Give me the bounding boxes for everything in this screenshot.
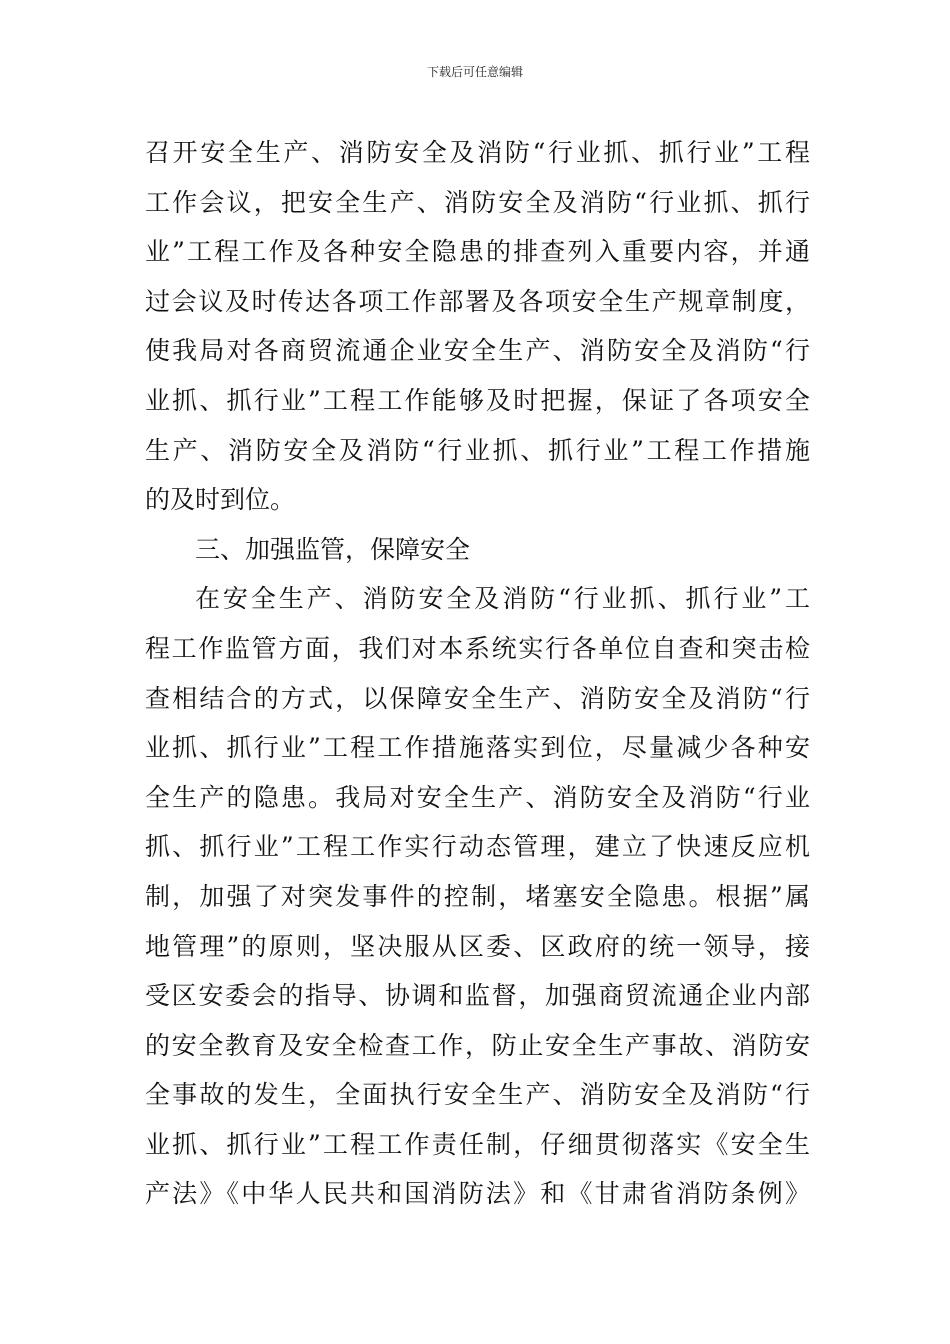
text-line: 制，加强了对突发事件的控制，堵塞安全隐患。根据”属 <box>145 881 810 911</box>
text-line: 受区安委会的指导、协调和监督，加强商贸流通企业内部 <box>145 981 810 1011</box>
text-line: 生产、消防安全及消防“行业抓、抓行业”工程工作措施 <box>145 435 810 465</box>
text-line: 全生产的隐患。我局对安全生产、消防安全及消防“行业 <box>145 782 810 812</box>
text-line: 在安全生产、消防安全及消防“行业抓、抓行业”工 <box>195 584 810 614</box>
text-line: 三、加强监管，保障安全 <box>195 534 471 564</box>
text-line: 程工作监管方面，我们对本系统实行各单位自查和突击检 <box>145 633 810 663</box>
document-body <box>145 128 810 1219</box>
text-line: 使我局对各商贸流通企业安全生产、消防安全及消防“行 <box>145 336 810 366</box>
text-line: 地管理”的原则，坚决服从区委、区政府的统一领导，接 <box>145 931 810 961</box>
text-line: 业抓、抓行业”工程工作责任制，仔细贯彻落实《安全生 <box>145 1129 810 1159</box>
text-line: 的安全教育及安全检查工作，防止安全生产事故、消防安 <box>145 1030 810 1060</box>
page-header: 下载后可任意编辑 <box>426 65 523 79</box>
text-line: 业抓、抓行业”工程工作措施落实到位，尽量减少各种安 <box>145 733 810 763</box>
text-line: 的及时到位。 <box>145 485 296 515</box>
text-line: 查相结合的方式，以保障安全生产、消防安全及消防“行 <box>145 683 810 713</box>
text-line: 业”工程工作及各种安全隐患的排查列入重要内容，并通 <box>145 237 810 267</box>
text-line: 产法》《中华人民共和国消防法》和《甘肃省消防条例》 <box>145 1179 810 1209</box>
text-line: 业抓、抓行业”工程工作能够及时把握，保证了各项安全 <box>145 385 810 415</box>
text-line: 抓、抓行业”工程工作实行动态管理，建立了快速反应机 <box>145 832 810 862</box>
text-line: 召开安全生产、消防安全及消防“行业抓、抓行业”工程 <box>145 138 810 167</box>
text-line: 全事故的发生，全面执行安全生产、消防安全及消防“行 <box>145 1080 810 1110</box>
text-line: 过会议及时传达各项工作部署及各项安全生产规章制度， <box>145 286 810 316</box>
text-line: 工作会议，把安全生产、消防安全及消防“行业抓、抓行 <box>145 187 810 217</box>
